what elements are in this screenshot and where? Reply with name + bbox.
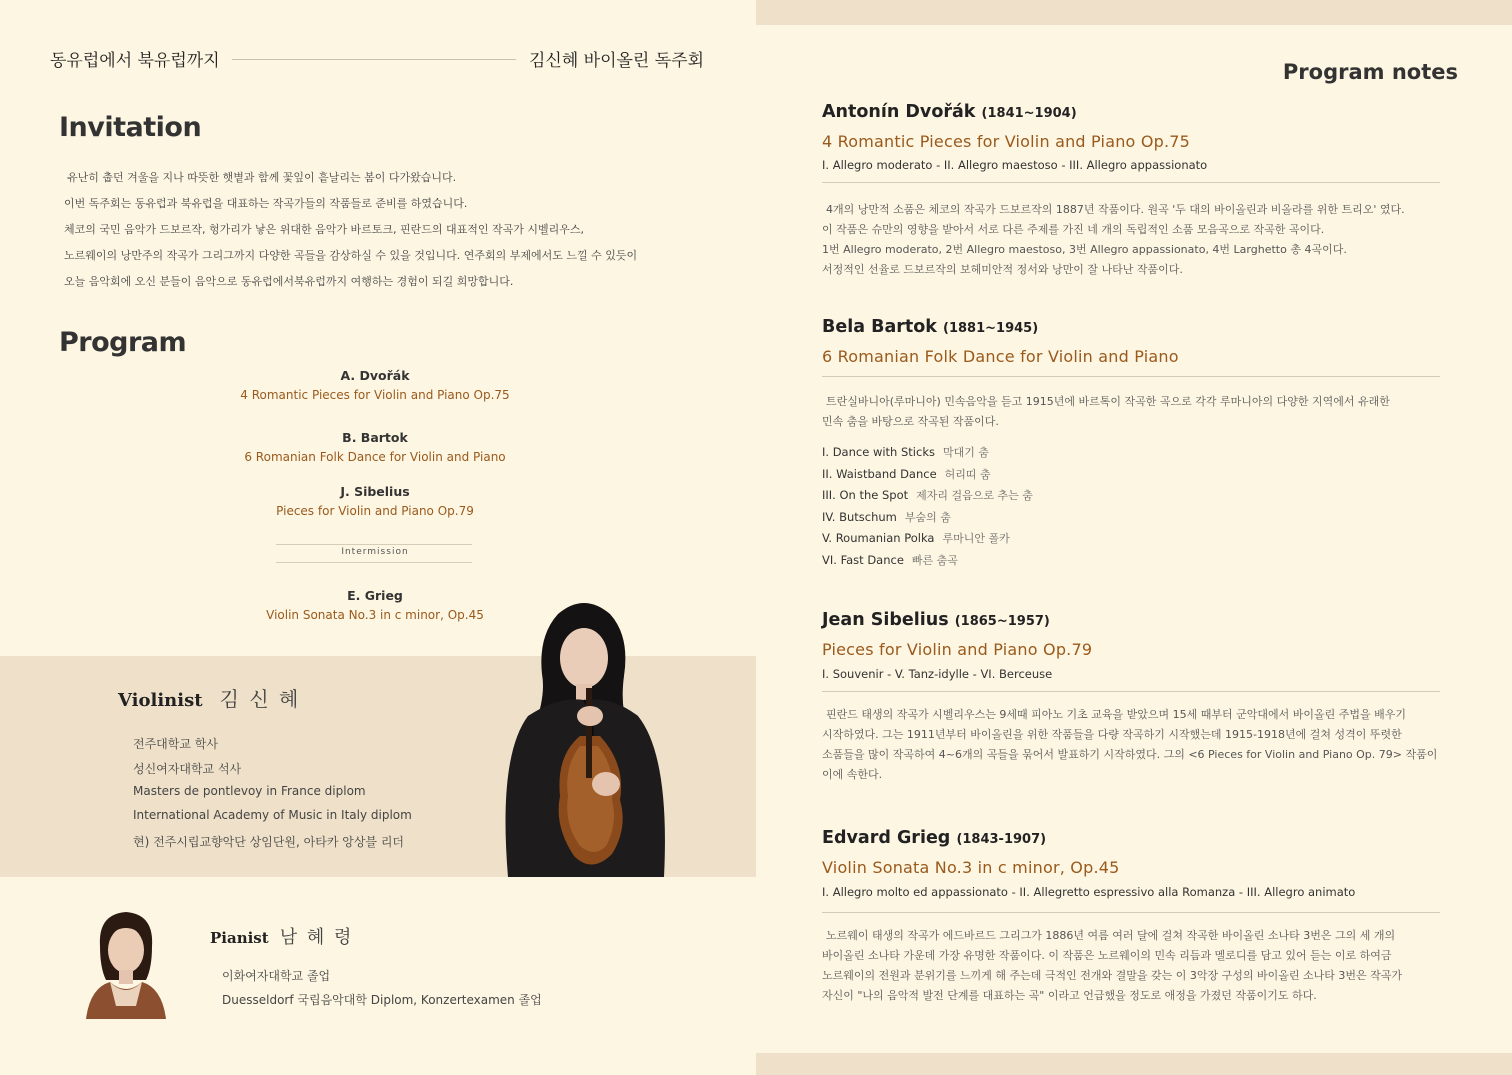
dance-en: I. Dance with Sticks [822, 445, 935, 459]
invitation-line: 이번 독주회는 동유럽과 북유럽을 대표하는 작곡가들의 작품들로 준비를 하였습니다. [64, 197, 468, 210]
dance-en: II. Waistband Dance [822, 467, 937, 481]
note-text-line: 민속 춤을 바탕으로 작곡된 작품이다. [822, 415, 999, 428]
violinist-bio-line: International Academy of Music in Italy diplom [133, 808, 412, 822]
note-text-line: 시작하였다. 그는 1911년부터 바이올린을 위한 작품들을 다량 작곡하기 시작했는데 1915-1918년에 걸쳐 성격이 뚜렷한 [822, 728, 1402, 741]
program-notes-title: Program notes [1282, 60, 1458, 84]
pianist-photo [86, 906, 166, 1019]
dance-kr: 제자리 걸음으로 추는 춤 [916, 489, 1033, 502]
invitation-line: 오늘 음악회에 오신 분들이 음악으로 동유럽에서북유럽까지 여행하는 경험이 되길 희망합니다. [64, 275, 514, 288]
note-text-line: 노르웨이의 전원과 분위기를 느끼게 해 주는데 극적인 전개와 결말을 갖는 이 3악장 구성의 바이올린 소나타 3번은 작곡가 [822, 969, 1402, 982]
dance-item [822, 509, 951, 525]
program-composer: J. Sibelius [340, 484, 410, 499]
note-piece: Pieces for Violin and Piano Op.79 [822, 640, 1093, 659]
dance-item [822, 444, 989, 460]
program-title: Program [59, 327, 187, 358]
note-piece: 6 Romanian Folk Dance for Violin and Piano [822, 347, 1179, 366]
composer-name: Edvard Grieg [822, 828, 951, 848]
program-piece: 4 Romantic Pieces for Violin and Piano Op.75 [240, 388, 510, 402]
violinist-heading [118, 683, 300, 712]
violinist-bio-line: 현) 전주시립교향악단 상임단원, 아타카 앙상블 리더 [133, 835, 405, 849]
violinist-bio-line: 전주대학교 학사 [133, 737, 218, 751]
dance-item [822, 552, 958, 568]
pianist-bio-line: Duesseldorf 국립음악대학 Diplom, Konzertexamen 졸업 [222, 993, 542, 1007]
note-text-line: 핀란드 태생의 작곡가 시벨리우스는 9세때 피아노 기초 교육을 받았으며 15세 때부터 군악대에서 바이올린 주법을 배우기 [826, 708, 1406, 721]
dance-en: VI. Fast Dance [822, 553, 904, 567]
violinist-bio-line: Masters de pontlevoy in France diplom [133, 784, 366, 798]
dance-kr: 허리띠 춤 [944, 468, 991, 481]
dance-kr: 막대기 춤 [942, 446, 989, 459]
invitation-line: 체코의 국민 음악가 드보르작, 헝가리가 낳은 위대한 음악가 바르토크, 핀란드의 대표적인 작곡가 시벨리우스, [64, 223, 584, 236]
dance-en: III. On the Spot [822, 488, 909, 502]
note-text-line: 바이올린 소나타 가운데 가장 유명한 작품이다. 이 작품은 노르웨이의 민속 리듬과 멜로디를 담고 있어 듣는 이로 하여금 [822, 949, 1392, 962]
note-text-line: 노르웨이 태생의 작곡가 에드바르드 그리그가 1886년 여름 여러 달에 걸쳐 작곡한 바이올린 소나타 3번은 그의 세 개의 [826, 929, 1396, 942]
dance-kr: 루마니안 폴카 [942, 532, 1010, 545]
dance-en: IV. Butschum [822, 510, 897, 524]
program-piece: 6 Romanian Folk Dance for Violin and Piano [244, 450, 506, 464]
composer-name: Jean Sibelius [822, 610, 949, 630]
note-composer-dvorak [822, 102, 1077, 122]
note-composer-grieg [822, 828, 1046, 848]
pianist-name: 남 혜 령 [279, 927, 354, 948]
bottom-band [756, 1053, 1512, 1075]
composer-years: (1881~1945) [943, 321, 1039, 336]
dance-kr: 빠른 춤곡 [911, 554, 958, 567]
violinist-role: Violinist [118, 690, 203, 711]
note-divider [822, 182, 1440, 183]
note-movements: I. Allegro moderato - II. Allegro maestoso - III. Allegro appassionato [822, 158, 1208, 172]
intermission-label: Intermission [341, 547, 409, 557]
violinist-photo [488, 596, 678, 877]
intermission-divider [276, 544, 472, 545]
invitation-title: Invitation [59, 112, 202, 143]
intermission-divider [276, 562, 472, 563]
right-page [756, 0, 1512, 1075]
invitation-line: 노르웨이의 낭만주의 작곡가 그리그까지 다양한 곡들을 감상하실 수 있을 것입니다. 연주회의 부제에서도 느낄 수 있듯이 [64, 249, 638, 262]
pianist-heading [210, 923, 353, 949]
note-text-line: 4개의 낭만적 소품은 체코의 작곡가 드보르작의 1887년 작품이다. 원곡 '두 대의 바이올린과 비올라를 위한 트리오' 였다. [826, 203, 1405, 216]
invitation-line: 유난히 춥던 겨울을 지나 따뜻한 햇볕과 함께 꽃잎이 흩날리는 봄이 다가왔습니다. [67, 171, 457, 184]
note-piece: 4 Romantic Pieces for Violin and Piano Op.75 [822, 132, 1191, 151]
note-divider [822, 912, 1440, 913]
note-divider [822, 376, 1440, 377]
violinist-name: 김 신 혜 [219, 687, 301, 711]
composer-years: (1843-1907) [956, 832, 1047, 847]
dance-en: V. Roumanian Polka [822, 531, 935, 545]
note-text-line: 서정적인 선율로 드보르작의 보헤미안적 정서와 낭만이 잘 나타난 작품이다. [822, 263, 1183, 276]
note-text-line: 이 작품은 슈만의 영향을 받아서 서로 다른 주제를 가진 네 개의 독립적인 소품 모음곡으로 작곡한 곡이다. [822, 223, 1325, 236]
header-left-title: 동유럽에서 북유럽까지 [50, 51, 220, 71]
header-right-title: 김신혜 바이올린 독주회 [529, 51, 705, 71]
program-composer: A. Dvořák [340, 368, 410, 383]
note-divider [822, 691, 1440, 692]
note-movements: I. Allegro molto ed appassionato - II. Allegretto espressivo alla Romanza - III. Allegro animato [822, 885, 1356, 899]
header-divider [232, 59, 516, 60]
dance-item [822, 466, 991, 482]
program-piece: Pieces for Violin and Piano Op.79 [276, 504, 474, 518]
dance-item [822, 487, 1033, 503]
composer-name: Antonín Dvořák [822, 102, 976, 122]
pianist-role: Pianist [210, 929, 269, 947]
note-text-line: 자신이 "나의 음악적 발전 단계를 대표하는 곡" 이라고 언급했을 정도로 애정을 가졌던 작품이기도 하다. [822, 989, 1317, 1002]
note-text-line: 소품들을 많이 작곡하여 4~6개의 곡들을 묶어서 발표하기 시작하였다. 그의 <6 Pieces for Violin and Piano Op. 79> 작품이 [822, 748, 1438, 761]
note-composer-bartok [822, 317, 1038, 337]
program-piece: Violin Sonata No.3 in c minor, Op.45 [266, 608, 484, 622]
composer-years: (1841~1904) [981, 106, 1077, 121]
violinist-bio-line: 성신여자대학교 석사 [133, 762, 242, 776]
top-band [756, 0, 1512, 25]
composer-years: (1865~1957) [954, 614, 1050, 629]
note-composer-sibelius [822, 610, 1050, 630]
program-composer: B. Bartok [342, 430, 408, 445]
note-text-line: 1번 Allegro moderato, 2번 Allegro maestoso, 3번 Allegro appassionato, 4번 Larghetto 총 4곡이다. [822, 243, 1347, 256]
note-movements: I. Souvenir - V. Tanz-idylle - VI. Berceuse [822, 667, 1053, 681]
note-text-line: 트란실바니아(루마니아) 민속음악을 듣고 1915년에 바르톡이 작곡한 곡으로 각각 루마니아의 다양한 지역에서 유래한 [826, 395, 1390, 408]
note-piece: Violin Sonata No.3 in c minor, Op.45 [822, 858, 1120, 877]
pianist-bio-line: 이화여자대학교 졸업 [222, 969, 331, 983]
composer-name: Bela Bartok [822, 317, 937, 337]
note-text-line: 이에 속한다. [822, 768, 883, 781]
program-composer: E. Grieg [347, 588, 403, 603]
dance-kr: 부숨의 춤 [904, 511, 951, 524]
dance-item [822, 530, 1010, 546]
